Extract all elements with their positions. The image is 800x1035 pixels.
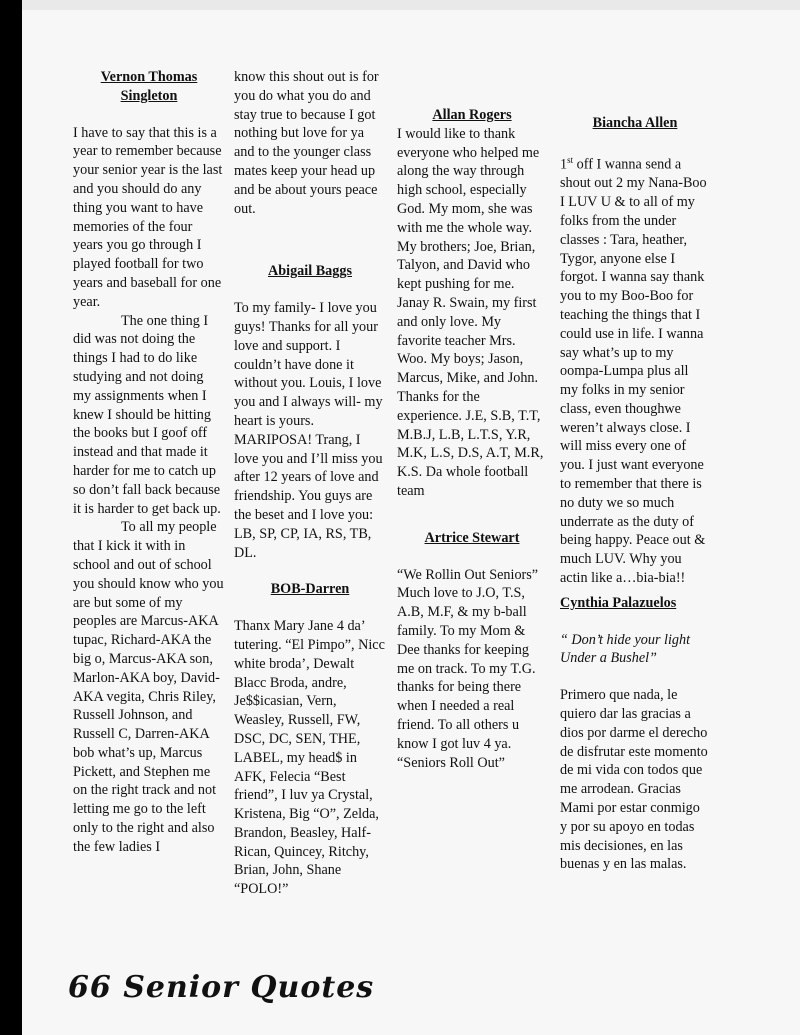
quote: “ Don’t hide your light Under a Bushel” — [560, 631, 691, 667]
paragraph: “We Rollin Out Seniors” Much love to J.O, T.S, A.B, M.F, & my b-ball family. To my Mom & Dee thanks for keeping me on track. To my T.G. thanks for being there when I needed a real friend. To all others u know I got luv 4 ya. “Seniors Roll Out” — [397, 566, 539, 771]
paragraph: To my family- I love you guys! Thanks for all your love and support. I couldn’t have done it without you. Louis, I love you and I always will- my heart is yours. MARIPOSA! Trang, I love you and I’ll miss you after 12 years of love and friendship. You guys are the beset and I love you: LB, SP, CP, IA, RS, TB, DL. — [234, 300, 383, 561]
column-3 — [397, 106, 547, 826]
paragraph: The one thing I did was not doing the things I had to do like studying and not doing my assignments when I knew I should be hitting the books but I goof off instead and that made it harder for me to catch up so don’t fall back because it is harder to get back up. — [73, 312, 221, 517]
page-footer-title: 66 Senior Quotes — [68, 970, 375, 1005]
page-edge-bar — [0, 0, 22, 1035]
paragraph: know this shout out is for you do what you do and stay true to because I got nothing but love for ya and to the younger class mates keep your head up and be about yours peace out. — [234, 69, 379, 217]
heading-bob-darren: BOB-Darren — [270, 581, 350, 598]
column-2 — [234, 68, 386, 963]
paragraph: I would like to thank everyone who helped me along the way through high school, especially God. My mom, she was with me the whole way. My brothers; Joe, Brian, Talyon, and David who kept pushing for me. Janay R. Swain, my first and only love. My favorite teacher Mrs. Woo. My boys; Jason, Marcus, Mike, and John. Thanks for the experience. J.E, S.B, T.T, M.B.J, L.B, L.T.S, Y.R, M.K, L.S, D.S, A.T, M.R, K.S. Da whole football team — [397, 125, 544, 499]
paragraph-text: off I wanna send a shout out 2 my Nana-Boo I LUV U & to all of my folks from the under classes : Tara, heather, Tygor, anyone else I forgot. I wanna say thank you to my Boo-Boo for teaching the things that I could use in life. I wanna say what’s up to my oompa-Lumpa plus all my folks in my senior class, even thoughwe weren’t always close. I will miss every one of you. I just want everyone to remember that there is no duty we so much underrate as the duty of being happy. Peace out & much LUV. Why you actin like a…bia-bia!! — [560, 156, 707, 587]
column-1 — [73, 68, 225, 958]
ordinal-number: 1 — [560, 156, 568, 173]
heading-allan-rogers: Allan Rogers — [432, 107, 512, 123]
page-top-band — [22, 0, 800, 10]
heading-vernon-thomas-singleton: Vernon Thomas Singleton — [100, 69, 198, 104]
heading-abigail-baggs: Abigail Baggs — [268, 263, 352, 280]
paragraph: I have to say that this is a year to remember because your senior year is the last and you should do any thing you want to have memories of the four years you go through I played football for two years and baseball for one year. — [73, 124, 223, 310]
paragraph: To all my people that I kick it with in school and out of school you should know who you are but some of my peoples are Marcus-AKA tupac, Richard-AKA the big o, Marcus-AKA son, Marlon-AKA boy, David-AKA vegita, Chris Riley, Russell Johnson, and Russell C, Darren-AKA bob what’s up, Marcus Pickett, and Stephen me on the right track and not letting me go to the left only to the right and also the few ladies I — [73, 519, 224, 855]
paragraph: Primero que nada, le quiero dar las gracias a dios por darme el derecho de disfrutar este momento de mi vida con todos que me arrodean. Gracias Mami por estar conmigo y por su apoyo en todas mis decisiones, en las buenas y en las malas. — [560, 687, 708, 873]
column-4 — [560, 114, 710, 954]
paragraph — [560, 151, 710, 588]
heading-artrice-stewart: Artrice Stewart — [424, 529, 520, 546]
heading-cynthia-palazuelos: Cynthia Palazuelos — [560, 594, 677, 611]
paragraph: Thanx Mary Jane 4 da’ tutering. “El Pimpo”, Nicc white broda’, Dewalt Blacc Broda, andre, Je$$icasian, Vern, Weasley, Russell, FW, DSC, DC, SEN, THE, LABEL, my head$ in AFK, Felecia “Best friend”, I luv ya Crystal, Kristena, Big “O”, Zelda, Brandon, Beasley, Half-Rican, Quincey, Ritchy, Brian, John, Shane “POLO!” — [234, 618, 385, 898]
heading-biancha-allen: Biancha Allen — [592, 115, 678, 131]
ordinal-suffix: st — [567, 154, 574, 165]
